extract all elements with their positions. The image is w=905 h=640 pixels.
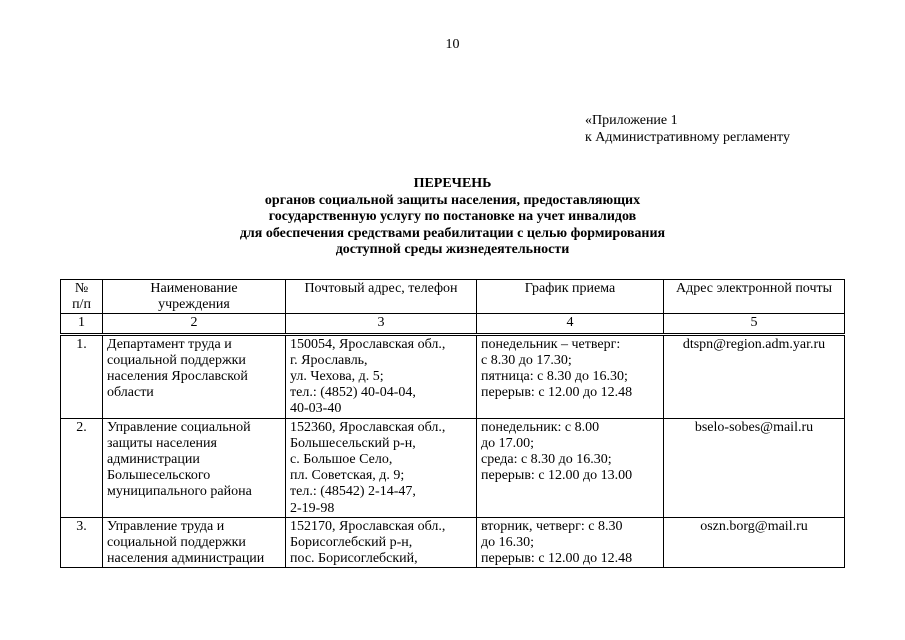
header-name: Наименование учреждения — [103, 280, 286, 314]
agency-address-line: тел.: (48542) 2-14-47, — [290, 484, 416, 500]
agency-address-line: 152360, Ярославская обл., — [290, 419, 446, 435]
row-number-line: 1. — [76, 336, 87, 352]
column-number: 3 — [286, 314, 477, 334]
agency-name — [103, 334, 286, 418]
agency-schedule-line: среда: с 8.30 до 16.30; — [481, 452, 612, 468]
agency-schedule-line: понедельник – четверг: — [481, 336, 621, 352]
row-number-line: 3. — [76, 518, 87, 534]
agency-name-line: населения администрации — [107, 551, 265, 567]
agency-schedule-line: перерыв: с 12.00 до 13.00 — [481, 468, 633, 484]
agency-name-line: Управление труда и — [107, 518, 225, 534]
table-row — [61, 418, 845, 517]
agency-name-line: защиты населения — [107, 435, 217, 451]
agency-name-line: социальной поддержки — [107, 535, 246, 551]
agency-name — [103, 418, 286, 517]
header-email: Адрес электронной почты — [664, 280, 845, 314]
agency-schedule — [477, 334, 664, 418]
appendix-line: к Административному регламенту — [585, 130, 790, 145]
agency-name-line: социальной поддержки — [107, 352, 246, 368]
agency-address-line: 150054, Ярославская обл., — [290, 336, 446, 352]
agency-address — [286, 517, 477, 568]
agency-email — [664, 334, 845, 418]
agency-address-line: Борисоглебский р-н, — [290, 535, 413, 551]
table-header-row — [61, 280, 845, 314]
header-schedule: График приема — [477, 280, 664, 314]
agency-name-line: области — [107, 385, 154, 401]
title-line: доступной среды жизнедеятельности — [335, 242, 570, 257]
row-number-line: 2. — [76, 419, 87, 435]
column-number: 5 — [664, 314, 845, 334]
column-number-row — [61, 314, 845, 334]
agency-schedule — [477, 418, 664, 517]
agency-address-line: г. Ярославль, — [290, 352, 368, 368]
agency-name-line: администрации — [107, 452, 200, 468]
agency-schedule — [477, 517, 664, 568]
header-number: № п/п — [61, 280, 103, 314]
agency-name — [103, 517, 286, 568]
table-row — [61, 334, 845, 418]
title-line: государственную услугу по постановке на учет инвалидов — [268, 209, 637, 224]
agencies-table — [60, 279, 845, 568]
title-line: для обеспечения средствами реабилитации с целью формирования — [239, 225, 666, 241]
agency-name-line: Департамент труда и — [107, 336, 232, 352]
agency-schedule-line: до 17.00; — [481, 435, 535, 451]
agency-address-line: пл. Советская, д. 9; — [290, 468, 405, 484]
agency-address-line: с. Большое Село, — [290, 452, 393, 468]
agency-address-line: ул. Чехова, д. 5; — [290, 369, 384, 385]
table-row — [61, 517, 845, 568]
agency-address — [286, 334, 477, 418]
agency-schedule-line: перерыв: с 12.00 до 12.48 — [481, 385, 633, 401]
agency-address-line: 40-03-40 — [290, 401, 342, 417]
agency-name-line: Большесельского — [107, 468, 211, 484]
agency-schedule-line: до 16.30; — [481, 535, 535, 551]
column-number: 4 — [477, 314, 664, 334]
agency-name-line: муниципального района — [107, 484, 252, 500]
agency-address-line: 152170, Ярославская обл., — [290, 518, 446, 534]
agency-schedule-line: с 8.30 до 17.30; — [481, 352, 572, 368]
agency-email — [664, 517, 845, 568]
agency-address-line: Большесельский р-н, — [290, 435, 416, 451]
row-number — [61, 334, 103, 418]
agency-schedule-line: перерыв: с 12.00 до 12.48 — [481, 551, 633, 567]
agency-email-line: oszn.borg@mail.ru — [700, 518, 808, 534]
agency-schedule-line: понедельник: с 8.00 — [481, 419, 600, 435]
agency-address-line: пос. Борисоглебский, — [290, 551, 418, 567]
agency-email-line: bselo-sobes@mail.ru — [694, 419, 814, 435]
header-address: Почтовый адрес, телефон — [286, 280, 477, 314]
row-number — [61, 517, 103, 568]
agency-schedule-line: пятница: с 8.30 до 16.30; — [481, 369, 628, 385]
document-title — [0, 176, 905, 259]
agency-name-line: Управление социальной — [107, 419, 251, 435]
row-number — [61, 418, 103, 517]
agency-address — [286, 418, 477, 517]
page-number: 10 — [445, 37, 460, 52]
agency-address-line: 2-19-98 — [290, 500, 335, 516]
appendix-note — [585, 112, 790, 146]
appendix-line: «Приложение 1 — [585, 113, 678, 128]
column-number: 2 — [103, 314, 286, 334]
agency-schedule-line: вторник, четверг: с 8.30 — [481, 518, 623, 534]
table-body — [61, 334, 845, 568]
agency-email-line: dtspn@region.adm.yar.ru — [682, 336, 826, 352]
title-line: органов социальной защиты населения, предоставляющих — [264, 192, 641, 208]
title-heading: ПЕРЕЧЕНЬ — [413, 176, 492, 191]
agency-name-line: населения Ярославской — [107, 369, 248, 385]
column-number: 1 — [61, 314, 103, 334]
agency-email — [664, 418, 845, 517]
agency-address-line: тел.: (4852) 40-04-04, — [290, 385, 416, 401]
